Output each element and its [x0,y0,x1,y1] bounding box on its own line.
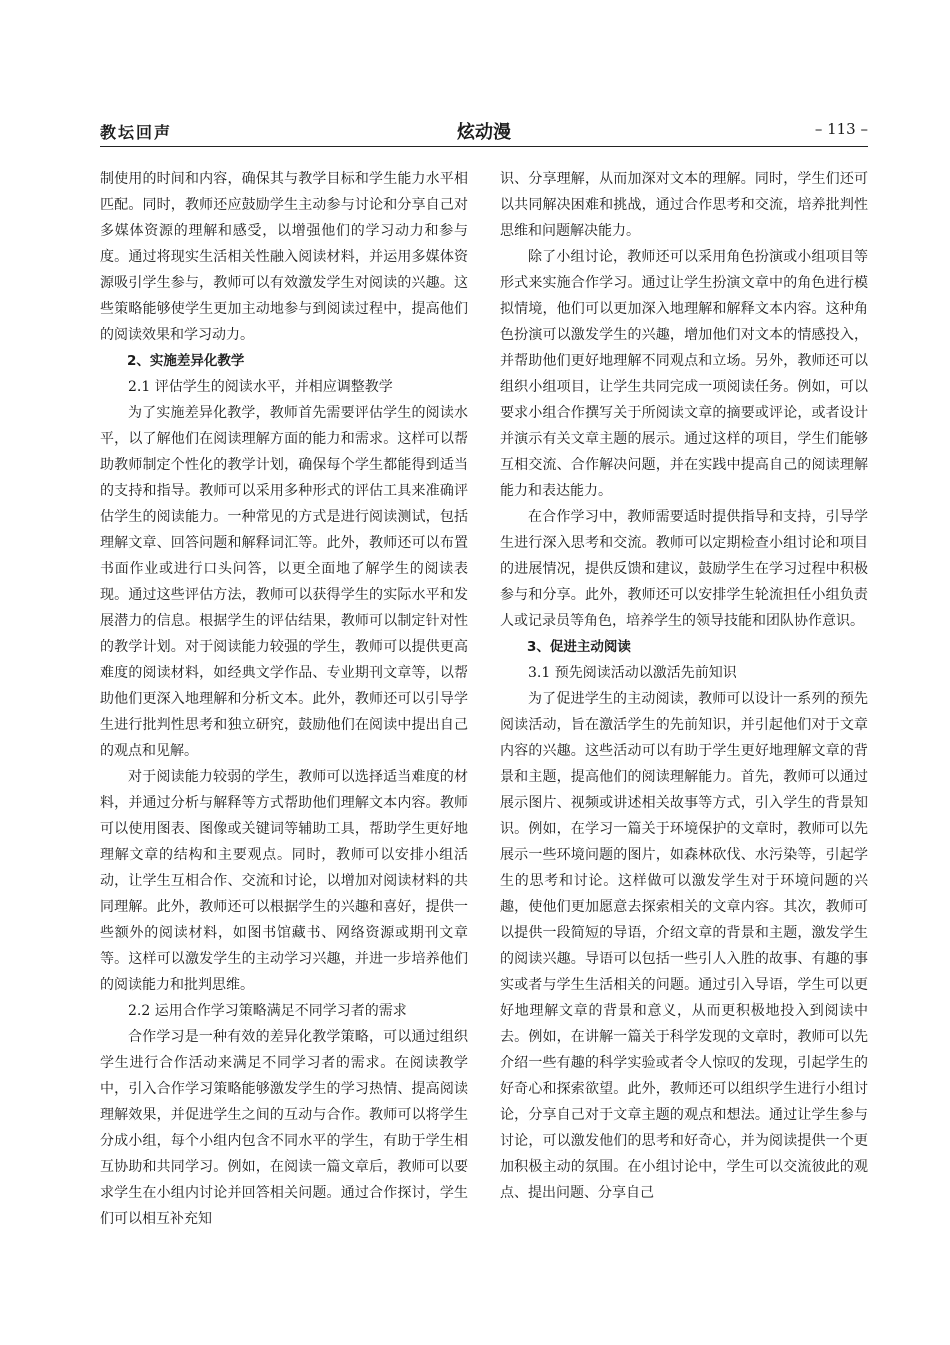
header-rule [100,146,868,147]
page-number: – 113 – [814,120,868,138]
subsection-heading: 2.1 评估学生的阅读水平，并相应调整教学 [128,379,393,395]
page-header [100,116,868,144]
right-column [500,166,868,1206]
paragraph: 合作学习是一种有效的差异化教学策略，可以通过组织学生进行合作活动来满足不同学习者的需求。在阅读教学中，引入合作学习策略能够激发学生的学习热情、提高阅读理解效果，并促进学生之间的互动与合作。教师可以将学生分成小组，每个小组内包含不同水平的学生，有助于学生相互协助和共同学习。例如，在阅读一篇文章后，教师可以要求学生在小组内讨论并回答相关问题。通过合作探讨，学生们可以相互补充知 [100,1029,468,1227]
paragraph: 在合作学习中，教师需要适时提供指导和支持，引导学生进行深入思考和交流。教师可以定期检查小组讨论和项目的进展情况，提供反馈和建议，鼓励学生在学习过程中积极参与和分享。此外，教师还可以安排学生轮流担任小组负责人或记录员等角色，培养学生的领导技能和团队协作意识。 [500,509,868,629]
left-column [100,166,468,1232]
paragraph: 为了促进学生的主动阅读，教师可以设计一系列的预先阅读活动，旨在激活学生的先前知识，并引起他们对于文章内容的兴趣。这些活动可以有助于学生更好地理解文章的背景和主题，提高他们的阅读理解能力。首先，教师可以通过展示图片、视频或讲述相关故事等方式，引入学生的背景知识。例如，在学习一篇关于环境保护的文章时，教师可以先展示一些环境问题的图片，如森林砍伐、水污染等，引起学生的思考和讨论。这样做可以激发学生对于环境问题的兴趣，使他们更加愿意去探索相关的文章内容。其次，教师可以提供一段简短的导语，介绍文章的背景和主题，激发学生的阅读兴趣。导语可以包括一些引人入胜的故事、有趣的事实或者与学生生活相关的问题。通过引入导语，学生可以更好地理解文章的背景和意义，从而更积极地投入到阅读中去。例如，在讲解一篇关于科学发现的文章时，教师可以先介绍一些有趣的科学实验或者令人惊叹的发现，引起学生的好奇心和探索欲望。此外，教师还可以组织学生进行小组讨论，分享自己对于文章主题的观点和想法。通过让学生参与讨论，可以激发他们的思考和好奇心，并为阅读提供一个更加积极主动的氛围。在小组讨论中，学生可以交流彼此的观点、提出问题、分享自己 [500,691,868,1201]
section-heading: 3、促进主动阅读 [527,639,631,655]
paragraph: 除了小组讨论，教师还可以采用角色扮演或小组项目等形式来实施合作学习。通过让学生扮演文章中的角色进行模拟情境，他们可以更加深入地理解和解释文本内容。这种角色扮演可以激发学生的兴趣，增加他们对文本的情感投入，并帮助他们更好地理解不同观点和立场。另外，教师还可以组织小组项目，让学生共同完成一项阅读任务。例如，可以要求小组合作撰写关于所阅读文章的摘要或评论，或者设计并演示有关文章主题的展示。通过这样的项目，学生们能够互相交流、合作解决问题，并在实践中提高自己的阅读理解能力和表达能力。 [500,249,868,499]
paragraph: 为了实施差异化教学，教师首先需要评估学生的阅读水平，以了解他们在阅读理解方面的能力和需求。这样可以帮助教师制定个性化的教学计划，确保每个学生都能得到适当的支持和指导。教师可以采用多种形式的评估工具来准确评估学生的阅读能力。一种常见的方式是进行阅读测试，包括理解文章、回答问题和解释词汇等。此外，教师还可以布置书面作业或进行口头问答，以更全面地了解学生的阅读表现。通过这些评估方法，教师可以获得学生的实际水平和发展潜力的信息。根据学生的评估结果，教师可以制定针对性的教学计划。对于阅读能力较强的学生，教师可以提供更高难度的阅读材料，如经典文学作品、专业期刊文章等，以帮助他们更深入地理解和分析文本。此外，教师还可以引导学生进行批判性思考和独立研究，鼓励他们在阅读中提出自己的观点和见解。 [100,405,468,759]
section-heading: 2、实施差异化教学 [127,353,245,369]
subsection-heading: 3.1 预先阅读活动以激活先前知识 [528,665,737,681]
paragraph: 制使用的时间和内容，确保其与教学目标和学生能力水平相匹配。同时，教师还应鼓励学生主动参与讨论和分享自己对多媒体资源的理解和感受，以增强他们的学习动力和参与度。通过将现实生活相关性融入阅读材料，并运用多媒体资源吸引学生参与，教师可以有效激发学生对阅读的兴趣。这些策略能够使学生更加主动地参与到阅读过程中，提高他们的阅读效果和学习动力。 [100,171,468,343]
column-title: 教坛回声 [100,123,173,142]
paragraph: 识、分享理解，从而加深对文本的理解。同时，学生们还可以共同解决困难和挑战，通过合作思考和交流，培养批判性思维和问题解决能力。 [500,171,868,239]
subsection-heading: 2.2 运用合作学习策略满足不同学习者的需求 [128,1003,407,1019]
journal-title: 炫动漫 [457,122,511,143]
paragraph: 对于阅读能力较弱的学生，教师可以选择适当难度的材料，并通过分析与解释等方式帮助他们理解文本内容。教师可以使用图表、图像或关键词等辅助工具，帮助学生更好地理解文章的结构和主要观点。同时，教师可以安排小组活动，让学生互相合作、交流和讨论，以增加对阅读材料的共同理解。此外，教师还可以根据学生的兴趣和喜好，提供一些额外的阅读材料，如图书馆藏书、网络资源或期刊文章等。这样可以激发学生的主动学习兴趣，并进一步培养他们的阅读能力和批判思维。 [100,769,468,993]
